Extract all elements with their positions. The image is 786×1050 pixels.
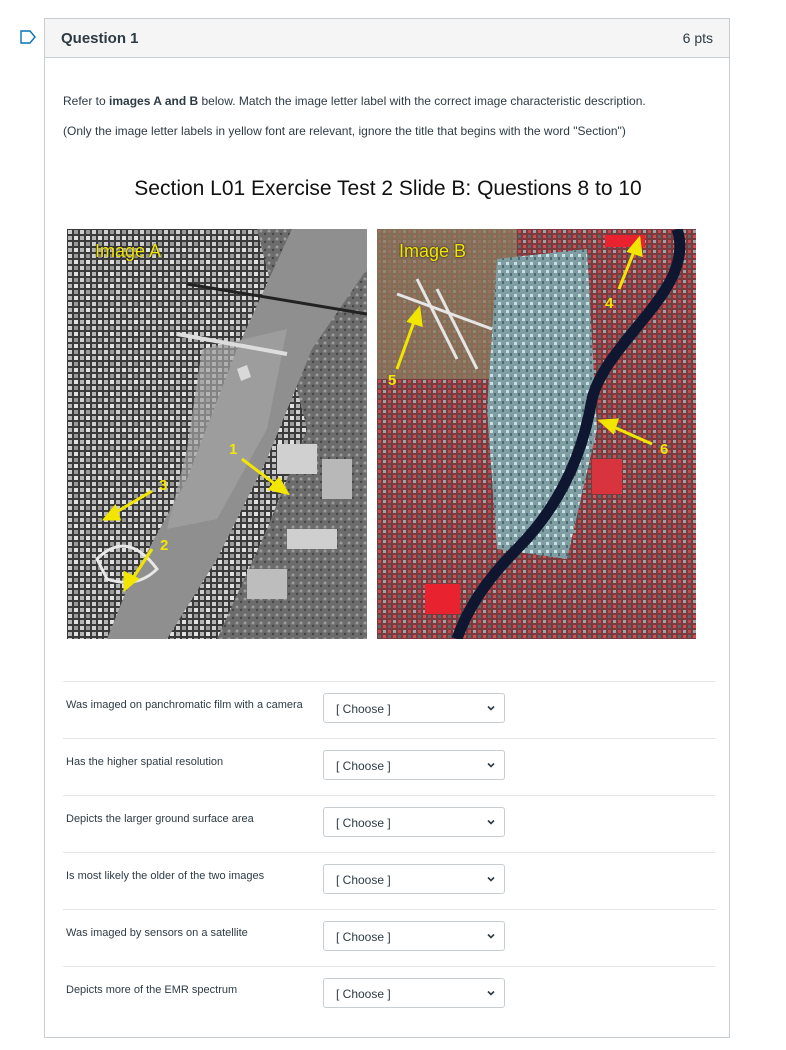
marker-4: 4: [605, 295, 614, 312]
answer-select[interactable]: [323, 750, 505, 780]
answer-select[interactable]: [323, 807, 505, 837]
marker-2: 2: [160, 537, 169, 554]
chevron-down-icon: [486, 760, 496, 770]
match-label: Has the higher spatial resolution: [66, 756, 224, 768]
instruction-text: [63, 94, 646, 108]
answer-select[interactable]: [323, 693, 505, 723]
image-a: [67, 229, 367, 639]
select-value: [ Choose ]: [336, 816, 391, 830]
match-row: [63, 681, 715, 738]
marker-6: 6: [660, 441, 669, 458]
match-row: [63, 966, 715, 1023]
instruction-suffix: below. Match the image letter label with the correct image characteristic description.: [198, 94, 646, 108]
chevron-down-icon: [486, 931, 496, 941]
instruction-note: (Only the image letter labels in yellow font are relevant, ignore the title that begins with the word "Section"): [63, 124, 626, 138]
match-label: Depicts more of the EMR spectrum: [66, 984, 238, 996]
chevron-down-icon: [486, 988, 496, 998]
match-row: [63, 738, 715, 795]
match-label: Was imaged on panchromatic film with a camera: [66, 699, 303, 711]
select-value: [ Choose ]: [336, 987, 391, 1001]
marker-5: 5: [388, 372, 397, 389]
match-label: Depicts the larger ground surface area: [66, 813, 254, 825]
chevron-down-icon: [486, 703, 496, 713]
slide-title: Section L01 Exercise Test 2 Slide B: Questions 8 to 10: [134, 177, 642, 200]
image-a-label: Image A: [95, 241, 162, 261]
match-row: [63, 852, 715, 909]
marker-3: 3: [159, 477, 168, 494]
select-value: [ Choose ]: [336, 702, 391, 716]
matching-list: [63, 681, 715, 1023]
instruction-bold: images A and B: [109, 94, 199, 108]
marker-1: 1: [229, 441, 238, 458]
answer-select[interactable]: [323, 864, 505, 894]
answer-select[interactable]: [323, 978, 505, 1008]
select-value: [ Choose ]: [336, 930, 391, 944]
select-value: [ Choose ]: [336, 759, 391, 773]
question-card: [44, 18, 730, 1038]
match-label: Was imaged by sensors on a satellite: [66, 927, 248, 939]
select-value: [ Choose ]: [336, 873, 391, 887]
answer-select[interactable]: [323, 921, 505, 951]
match-label: Is most likely the older of the two images: [66, 870, 265, 882]
bookmark-icon[interactable]: [20, 30, 36, 44]
instruction-prefix: Refer to: [63, 94, 110, 108]
match-row: [63, 795, 715, 852]
image-b-label: Image B: [399, 241, 467, 261]
chevron-down-icon: [486, 817, 496, 827]
chevron-down-icon: [486, 874, 496, 884]
question-points: 6 pts: [682, 30, 713, 46]
image-b: [377, 229, 696, 639]
match-row: [63, 909, 715, 966]
question-header: [45, 19, 729, 58]
question-title: Question 1: [61, 29, 139, 47]
